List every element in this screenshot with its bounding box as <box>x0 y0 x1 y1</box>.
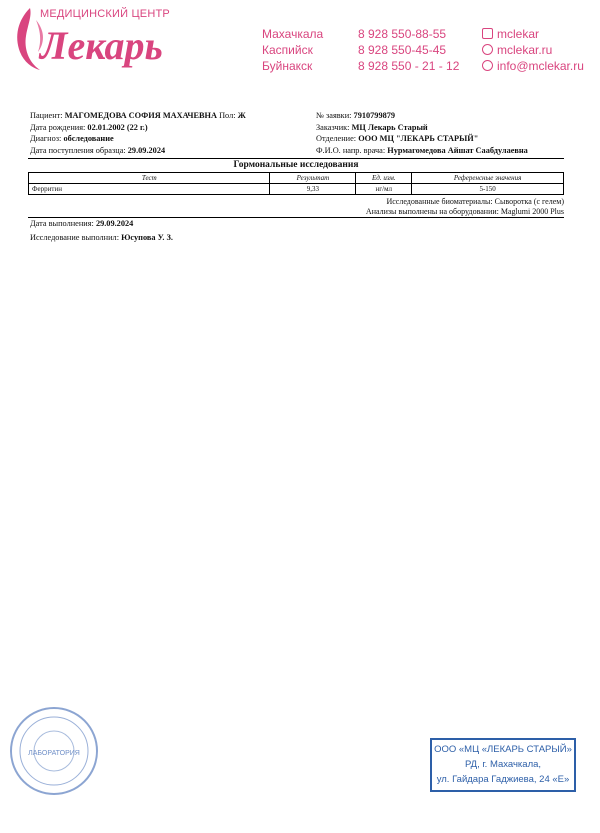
phone-number[interactable]: 8 928 550-88-55 <box>358 27 447 41</box>
phone-number[interactable]: 8 928 550 - 21 - 12 <box>358 59 460 73</box>
dob-line: Дата рождения: 02.01.2002 (22 г.) <box>30 122 148 132</box>
performer-line: Исследование выполнил: Юсупова У. З. <box>30 233 173 242</box>
stamp-line: ул. Гайдара Гаджиева, 24 «Е» <box>436 774 570 785</box>
column-header: Результат <box>270 173 356 184</box>
logo-subtitle: МЕДИЦИНСКИЙ ЦЕНТР <box>40 8 170 20</box>
logo-title: Лекарь <box>40 23 163 68</box>
at-sign-icon <box>482 60 493 71</box>
test-unit: нг/мл <box>356 184 412 195</box>
city-name: Каспийск <box>262 43 313 57</box>
results-table <box>28 172 564 195</box>
equipment-note: Анализы выполнены на оборудовании: Maglumi 2000 Plus <box>365 207 564 216</box>
phone-number[interactable]: 8 928 550-45-45 <box>358 43 447 57</box>
test-reference: 5-150 <box>412 184 564 195</box>
customer-line: Заказчик: МЦ Лекарь Старый <box>316 122 428 132</box>
email-link[interactable]: info@mclekar.ru <box>482 59 584 73</box>
stamp-line: ООО «МЦ «ЛЕКАРЬ СТАРЫЙ» <box>434 744 572 755</box>
section-title: Гормональные исследования <box>233 160 359 170</box>
table-row <box>29 184 564 195</box>
column-header: Ед. изм. <box>356 173 412 184</box>
rect-stamp <box>430 738 576 792</box>
completed-line: Дата выполнения: 29.09.2024 <box>30 219 134 228</box>
divider <box>28 217 564 218</box>
instagram-link[interactable]: mclekar <box>482 27 539 41</box>
patient-name-line: Пациент: МАГОМЕДОВА СОФИЯ МАХАЧЕВНА Пол: Ж <box>30 111 246 120</box>
test-name: Ферритин <box>29 184 270 195</box>
round-stamp <box>8 705 100 802</box>
diagnosis-line: Диагноз: обследование <box>30 134 114 143</box>
globe-icon <box>482 44 493 55</box>
divider <box>28 158 564 159</box>
instagram-icon <box>482 28 493 39</box>
doctor-line: Ф.И.О. напр. врача: Нурмагомедова Айшат Саабдулаевна <box>316 145 528 155</box>
city-name: Махачкала <box>262 27 324 41</box>
website-link[interactable]: mclekar.ru <box>482 43 552 57</box>
test-result: 9,33 <box>270 184 356 195</box>
round-stamp-text: ЛАБОРАТОРИЯ <box>28 750 80 757</box>
column-header: Тест <box>29 173 270 184</box>
city-row <box>262 27 323 41</box>
patient-info <box>30 110 246 156</box>
order-number-line: № заявки: 7910799879 <box>316 111 396 120</box>
department-line: Отделение: ООО МЦ "ЛЕКАРЬ СТАРЫЙ" <box>316 134 479 143</box>
table-header-row <box>29 173 564 184</box>
order-info <box>316 110 528 156</box>
column-header: Референсные значения <box>412 173 564 184</box>
biomaterial-note: Исследованные биоматериалы: Сыворотка (с гелем) <box>386 197 564 206</box>
received-line: Дата поступления образца: 29.09.2024 <box>30 145 166 155</box>
stamp-line: РД, г. Махачкала, <box>464 759 542 770</box>
city-name: Буйнакск <box>262 59 313 73</box>
